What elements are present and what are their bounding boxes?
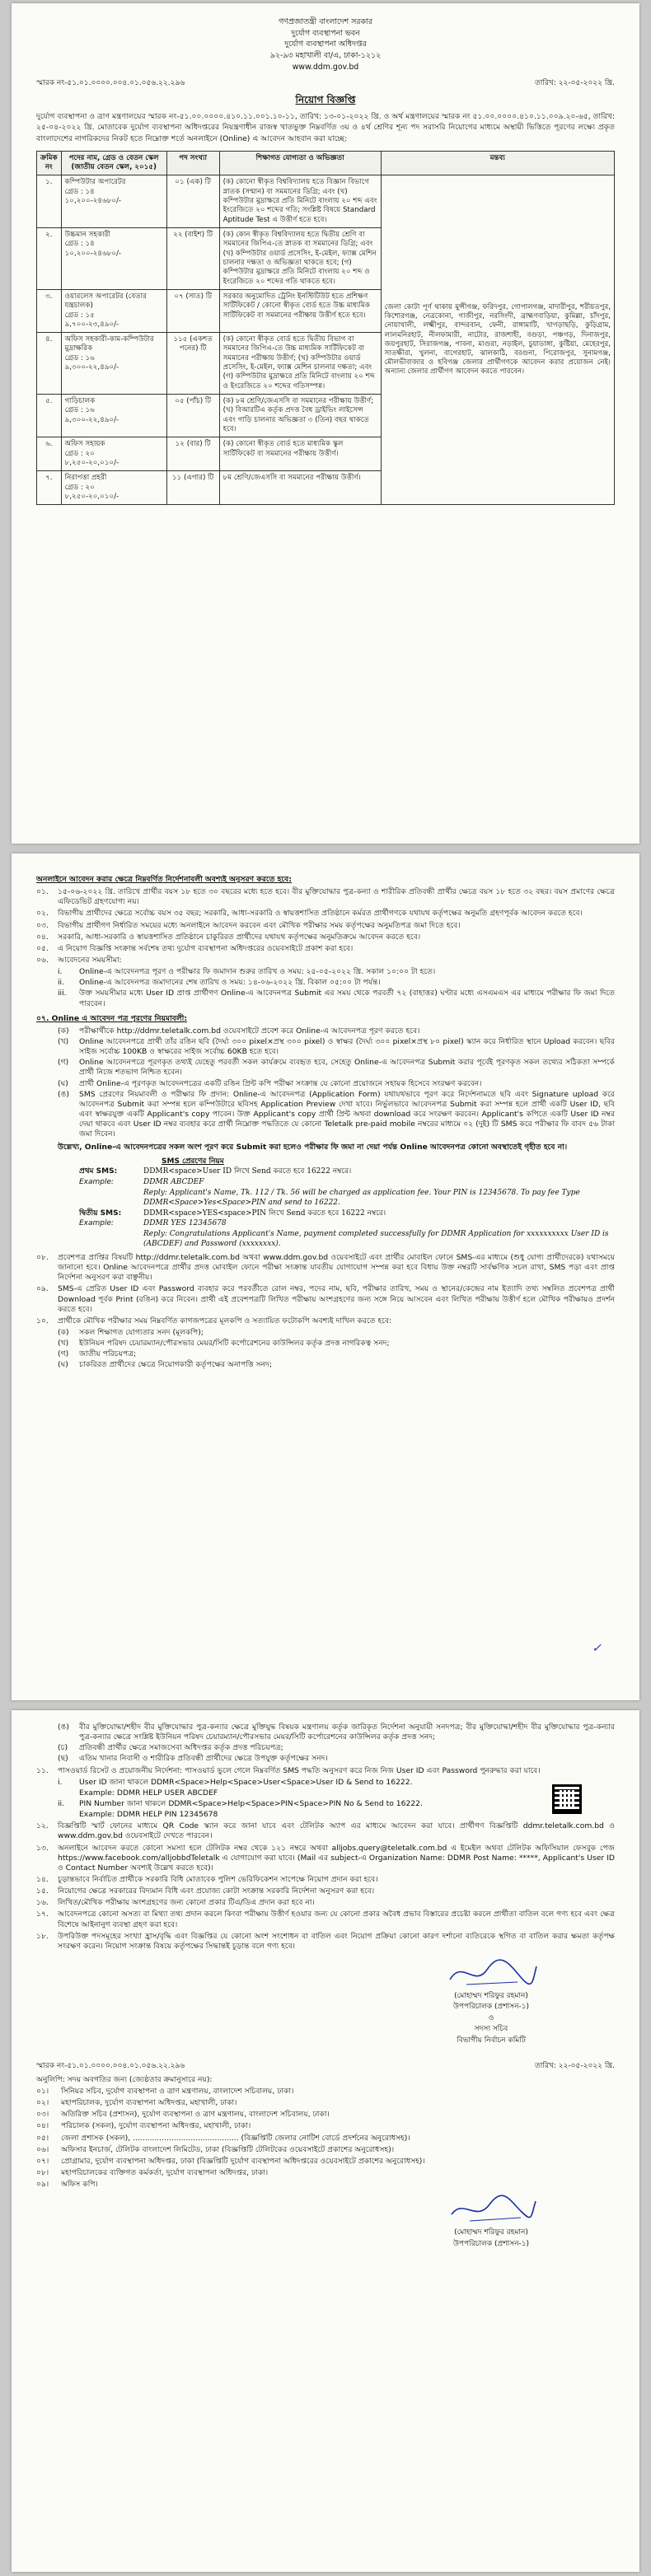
instruction-item-number: ১২. — [36, 1821, 49, 1831]
online-rule-item-number: (ঙ) — [58, 1089, 69, 1099]
post-name: ওয়ারলেস অপারেটর (বেতার যন্ত্রচালক) — [64, 292, 147, 311]
row-count: ০১ (এক) টি — [166, 175, 219, 228]
instruction-item — [36, 933, 615, 942]
sms-example-label: Example: — [79, 1177, 115, 1186]
instruction-item-text: নিয়োগের ক্ষেত্রে সরকারের বিদ্যমান বিধি এবং প্রযোজ্য কোটা সংক্রান্ত সরকারি নির্দেশনা অনুসরণ করা হবে। — [58, 1886, 375, 1896]
row-count: ০৭ (সাত) টি — [166, 289, 219, 332]
instruction-item — [36, 944, 615, 954]
document-item-text: বীর মুক্তিযোদ্ধা/শহীদ বীর মুক্তিযোদ্ধার পুত্র-কন্যার ক্ষেত্রে মুক্তিযুদ্ধ বিষয়ক মন্ত্রণালয় কর্তৃক জারিকৃত নির্দেশনা অনুযায়ী সনদপত্র; বীর মুক্তিযোদ্ধা/শহীদ বীর মুক্তিযোদ্ধার পুত্র-কন্যার পুত্র-কন্যার ক্ষেত্রে সংশ্লিষ্ট ইউনিয়ন পরিষদ চেয়ারম্যান/পৌরসভার মেয়র/সিটি কর্পোরেশনের কাউন্সিলর কর্তৃক প্রদত্ত সনদ; — [79, 1723, 615, 1742]
reset-item-number: ii. — [58, 1798, 65, 1808]
vacancy-table-header — [37, 151, 615, 175]
row-serial: ৬. — [37, 437, 62, 471]
col-qualification: শিক্ষাগত যোগ্যতা ও অভিজ্ঞতা — [219, 151, 381, 175]
instruction-item-number: ০৬. — [36, 955, 49, 965]
copy-recipient — [36, 2157, 615, 2167]
row-remark: জেলা কোটা পূর্ণ থাকায় মুন্সীগঞ্জ, ফরিদপুর, গোপালগঞ্জ, মাদারীপুর, শরীয়তপুর, কিশোরগঞ্জ, নেত্রকোনা, গাজীপুর, নরসিংদী, ব্রাহ্মণবাড়িয়া, কুমিল্লা, চাঁদপুর, নোয়াখালী, লক্ষ্মীপুর, বান্দরবান, ফেনী, রাঙ্গামাটি, খাগড়াছড়ি, কুড়িগ্রাম, লালমনিরহাট, নীলফামারী, নাটোর, রাজশাহী, বগুড়া, পঞ্চগড়, দিনাজপুর, জয়পুরহাট, সিরাজগঞ্জ, পাবনা, মাগুরা, নড়াইল, চুয়াডাঙ্গা, কুষ্টিয়া, মেহেরপুর, সাতক্ষীরা, খুলনা, বাগেরহাট, ঝালকাঠি, বরগুনা, পিরোজপুর, সুনামগঞ্জ, মৌলভীবাজার ও হবিগঞ্জ জেলার প্রার্থীগণকে আবেদন করার প্রয়োজন নেই। অন্যান্য জেলার প্রার্থীগণ আবেদন করতে পারবেন। — [381, 175, 614, 505]
post-scale: ৯,৩০০-২২,৪৯০/- — [64, 415, 119, 424]
row-post — [61, 333, 166, 395]
instruction-item-text: বিভাগীয় প্রার্থীগণ নির্ধারিত সময়ের মধ্যে অনলাইনে আবেদন করবেন এবং মৌখিক পরীক্ষার সময় কর্তৃপক্ষের অনুমতিপত্র জমা দিতে হবে। — [58, 920, 461, 930]
instruction-item-text: চূড়ান্তভাবে নির্বাচিত প্রার্থীকে সরকারি বিধি মোতাবেক পুলিশ ভেরিফিকেশন সাপেক্ষে নিয়োগ প্রদান করা হবে। — [58, 1874, 378, 1884]
row-serial: ১. — [37, 175, 62, 228]
post-scale: ৮,২৫০-২০,০১০/- — [64, 492, 119, 501]
copy-memo-number: স্মারক নং-৫১.০১.০০০০.০০৪.০১.০৫৬.২২.২৯৬ — [36, 2061, 185, 2070]
row-post — [61, 175, 166, 228]
row-post — [61, 228, 166, 290]
copy-memo-row — [36, 2062, 615, 2072]
online-rule-item-text: SMS প্রেরণের নিয়মাবলী ও পরীক্ষার ফি প্রদান: Online-এ আবেদনপত্র (Application Form) যথাযথভাবে পূরণ করে নির্দেশনামতে ছবি এবং Signature upload করে আবেদনপত্র Submit করা সম্পন্ন হলে কম্পিউটারে ছবিসহ Application Preview দেখা যাবে। নির্ভুলভাবে আবেদনপত্র Submit করা সম্পন্ন হলে প্রার্থী একটি User ID, ছবি এবং স্বাক্ষরযুক্ত একটি Applicant's copy পাবেন। উক্ত Applicant's copy প্রার্থী প্রিন্ট অথবা download করে সংরক্ষণ করবেন। Applicant's কপিতে একটি User ID নম্বর দেয়া থাকবে এবং User ID নম্বর ব্যবহার করে প্রার্থী নিম্নোক্ত পদ্ধতিতে যে কোনো Teletalk pre-paid mobile নম্বরের মাধ্যমে ০২ (দুই) টি SMS করে পরীক্ষার ফি বাবদ ৫৬ টাকা জমা দিবেন। — [79, 1089, 615, 1139]
copy-recipient-text: জেলা প্রশাসক (সকল), ............................................ (বিজ্ঞপ্তিটি জেলার নোটিশ বোর্ডে প্রদর্শনের অনুরোধসহ)। — [61, 2133, 410, 2143]
timeline-item — [58, 978, 615, 988]
document-item — [58, 1743, 615, 1753]
instruction-item-number: ০৩. — [36, 920, 49, 930]
sms-example-label: Example: — [79, 1219, 115, 1228]
document-item-number: (খ) — [58, 1339, 69, 1349]
row-serial: ৪. — [37, 333, 62, 395]
online-rule-item-text: প্রার্থী Online-এ পূরণকৃত আবেদনপত্রের একটি রঙিন প্রিন্ট কপি পরীক্ষা সংক্রান্ত যে কোনো প্রয়োজনে সহায়ক হিসেবে সংরক্ষণ করবেন। — [79, 1078, 482, 1088]
initial-mark: ✓ — [592, 1641, 602, 1655]
reset-item — [58, 1810, 615, 1820]
document-item-number: (চ) — [58, 1743, 68, 1753]
instruction-item — [36, 921, 615, 931]
reset-item-text: PIN Number জানা থাকলে DDMR<Space>Help<Space>PIN<Space>PIN No & Send to 16222. — [79, 1798, 423, 1808]
instructions-heading: অনলাইনে আবেদন করার ক্ষেত্রে নিম্নবর্ণিত নির্দেশনাবলী অবশ্যই অনুসরণ করতে হবে: — [36, 875, 292, 884]
notice-page-2 — [12, 853, 639, 1700]
row-post — [61, 289, 166, 332]
notice-title: নিয়োগ বিজ্ঞপ্তি — [295, 94, 356, 105]
signer-title: উপপরিচালক (প্রশাসন-১) — [452, 2003, 530, 2012]
instruction-item-text: লিখিত/মৌখিক পরীক্ষায় অংশগ্রহণের জন্য কোনো প্রকার টিএ/ডিএ প্রদান করা হবে না। — [58, 1898, 315, 1908]
instruction-item-text: অনলাইনে আবেদন করতে কোনো সমস্যা হলে টেলিটক নম্বর থেকে ১২১ নম্বরে অথবা alljobs.query@teletalk.com.bd এ ইমেইল অথবা টেলিটক অফিসিয়াল ফেসবুক পেজ https://www.facebook.com/alljobbdTeletalk এ যোগাযোগ করা যাবে। (Mail এর subject-এ Organization Name: DDMR Post Name: *****, Applicant's User ID ও Contact Number অবশ্যই উল্লেখ করতে হবে)। — [58, 1843, 615, 1872]
row-qualification: (ক) কোন স্বীকৃত বিশ্ববিদ্যালয় হতে দ্বিতীয় শ্রেণি বা সমমানের জিপিএ-তে স্নাতক বা সমমানের ডিগ্রি; এবং (খ) কম্পিউটার ওয়ার্ড প্রসেসিং, ই-মেইল, ফ্যাক্স মেশিন চালনার দক্ষতা ও অভিজ্ঞতা থাকতে হবে; (গ) কম্পিউটার মুদ্রাক্ষরে প্রতি মিনিটে বাংলায় ২০ শব্দ ও ইংরেজিতে ২০ শব্দের গতি থাকতে হবে। — [219, 228, 381, 290]
row-serial: ৭. — [37, 471, 62, 505]
timeline-item-number: iii. — [58, 989, 67, 998]
copy-intro: অনুলিপি: সদয় অবগতির জন্য (জ্যেষ্ঠতার ক্রমানুসারে নয়): — [36, 2074, 213, 2084]
timeline-item-number: ii. — [58, 978, 65, 988]
copy-recipient-text: মহাপরিচালকের ব্যক্তিগত কর্মকর্তা, দুর্যোগ ব্যবস্থাপনা অধিদপ্তর, ঢাকা। — [61, 2167, 269, 2177]
online-rule-item — [58, 1026, 615, 1036]
copy-recipient-text: পরিচালক (সকল), দুর্যোগ ব্যবস্থাপনা অধিদপ্তর, মহাখালী, ঢাকা। — [61, 2121, 251, 2131]
instruction-item-number: ১৪. — [36, 1874, 49, 1884]
instruction-item-text: এ নিয়োগ বিজ্ঞপ্তি সংক্রান্ত সর্বশেষ তথ্য দুর্যোগ ব্যবস্থাপনা অধিদপ্তরের ওয়েবসাইটে প্রকাশ করা হবে। — [58, 943, 354, 953]
row-count: ০৫ (পাঁচ) টি — [166, 395, 219, 437]
document-item — [58, 1339, 615, 1349]
row-post — [61, 437, 166, 471]
col-serial: ক্রমিক নং — [37, 151, 62, 175]
instruction-item-number: ১৫. — [36, 1886, 49, 1896]
document-item-text: প্রতিবন্ধী প্রার্থীর ক্ষেত্রে সমাজসেবা অধিদপ্তর কর্তৃক প্রদত্ত পরিচয়পত্র; — [79, 1743, 283, 1753]
sms-first-text: DDMR<space>User ID লিখে Send করতে হবে 16222 নম্বরে। — [143, 1167, 352, 1176]
copy-recipient-text: সিনিয়র সচিব, দুর্যোগ ব্যবস্থাপনা ও ত্রাণ মন্ত্রণালয়, বাংলাদেশ সচিবালয়, ঢাকা। — [61, 2086, 294, 2096]
sms-example-1: DDMR ABCDEF — [143, 1177, 204, 1186]
instruction-item — [36, 1284, 615, 1314]
online-rule-item — [58, 1090, 615, 1140]
document-item-text: সকল শিক্ষাগত যোগ্যতার সনদ (মূলকপি); — [79, 1328, 204, 1338]
instruction-item — [36, 1821, 615, 1841]
post-scale: ৮,২৫০-২০,০১০/- — [64, 458, 119, 467]
instruction-item-number: ০২. — [36, 909, 49, 919]
row-qualification: সরকার অনুমোদিত ট্রেনিং ইনস্টিটিউট হতে প্রশিক্ষণ সার্টিফিকেট / কোনো স্বীকৃত বোর্ড হতে উচ্চ মাধ্যমিক সার্টিফিকেট বা সমমানের পরীক্ষায় উত্তীর্ণ হতে হবে। — [219, 289, 381, 332]
copy-recipient — [36, 2168, 615, 2178]
reset-item — [58, 1788, 615, 1798]
col-post: পদের নাম, গ্রেড ও বেতন স্কেল (জাতীয় বেতন স্কেল, ২০১৫) — [61, 151, 166, 175]
row-serial: ২. — [37, 228, 62, 290]
document-item-text: জাতীয় পরিচয়পত্র; — [79, 1349, 137, 1359]
sms-heading: SMS প্রেরণের নিয়ম — [162, 1157, 224, 1166]
online-rule-item-text: Online আবেদনপত্রে পূরণকৃত তথ্যই যেহেতু পরবর্তী সকল কার্যক্রমে ব্যবহৃত হবে, সেহেতু Online-এ আবেদনপত্র Submit করার পূর্বেই পূরণকৃত সকল তথ্যের সঠিকতা সম্পর্কে প্রার্থী নিজে শতভাগ নিশ্চিত হবেন। — [79, 1058, 615, 1078]
post-grade: গ্রেড : ১৬ — [64, 353, 95, 362]
instruction-item-text: প্রার্থীকে মৌখিক পরীক্ষার সময় নিম্নবর্ণিত কাগজপত্রের মূলকপি ও সত্যায়িত ফটোকপি অবশ্যই দাখিল করতে হবে: — [58, 1316, 392, 1325]
instruction-item — [36, 909, 615, 919]
post-grade: গ্রেড : ১৫ — [64, 311, 95, 320]
copy-recipient — [36, 2134, 615, 2144]
instruction-item-text: ১৫-০৬-২০২২ খ্রি. তারিখে প্রার্থীর বয়স ১৮ হতে ৩০ বছরের মধ্যে হতে হবে। বীর মুক্তিযোদ্ধার পুত্র-কন্যা ও শারীরিক প্রতিবন্ধী প্রার্থীর ক্ষেত্রে বয়স ১৮ হতে ৩২ বছর। বয়স প্রমাণের ক্ষেত্রে এফিডেভিট গ্রহণযোগ্য নয়। — [58, 887, 615, 907]
signature-block-1 — [36, 1953, 615, 2050]
instruction-item — [36, 1253, 615, 1283]
reset-item-text: User ID জানা থাকলে DDMR<Space>Help<Space>User<Space>User ID & Send to 16222. — [79, 1777, 413, 1787]
vacancy-table — [36, 151, 615, 505]
copy-recipient — [36, 2098, 615, 2108]
header-line: দুর্যোগ ব্যবস্থাপনা অধিদপ্তর — [284, 40, 367, 49]
online-rules-heading: ০৭. Online এ আবেদন পত্র পূরণের নিয়মাবলী: — [36, 1013, 188, 1023]
col-remark: মন্তব্য — [381, 151, 614, 175]
instruction-item-number: ১৭. — [36, 1910, 49, 1919]
copy-memo-date: তারিখ: ২২-০৫-২০২২ খ্রি. — [535, 2061, 615, 2070]
instruction-item-text: SMS-এ প্রেরিত User ID এবং Password ব্যবহার করে পরবর্তীতে রোল নম্বর, পদের নাম, ছবি, পরীক্ষার তারিখ, সময় ও স্থানের/কেন্দ্রের নাম ইত্যাদি তথ্য সম্বলিত প্রবেশপত্র প্রার্থী Download পূর্বক Print (রঙিন) করে নিবেন। প্রার্থী এই প্রবেশপত্রটি লিখিত পরীক্ষায় অংশগ্রহণের জন্য সঙ্গে নিয়ে আসবেন এবং লিখিত পরীক্ষায় উত্তীর্ণ হলে মৌখিক পরীক্ষায়ও প্রদর্শন করতে হবে। — [58, 1284, 615, 1314]
memo-date: তারিখ: ২২-০৫-২০২২ খ্রি. — [535, 79, 615, 88]
copy-recipient-number: ০৫। — [36, 2133, 49, 2143]
instruction-item — [36, 1316, 615, 1326]
online-rule-item-text: Online আবেদনপত্রে প্রার্থী তাঁর রঙিন ছবি (দৈর্ঘ্য ৩০০ pixel×প্রস্থ ৩০০ pixel) ও স্বাক্ষর (দৈর্ঘ্য ৩০০ pixel×প্রস্থ ৮০ pixel) স্ক্যান করে নির্ধারিত স্থানে Upload করবেন। ছবির সাইজ সর্বোচ্চ 100KB ও স্বাক্ষরের সাইজ সর্বোচ্চ 60KB হতে হবে। — [79, 1036, 615, 1057]
document-item-number: (গ) — [58, 1349, 69, 1359]
sms-second-label: দ্বিতীয় SMS: — [79, 1209, 122, 1218]
sms-example-2: DDMR YES 12345678 — [143, 1219, 227, 1228]
post-scale: ৯,৩০০-২২,৪৯০/- — [64, 363, 119, 372]
signer-name: (মোহাম্মদ শরিফুর রহমান) — [454, 2228, 528, 2237]
instruction-item-number: ১৩. — [36, 1843, 49, 1853]
instruction-item-text: প্রবেশপত্র প্রাপ্তির বিষয়টি http://ddmr.teletalk.com.bd অথবা www.ddm.gov.bd ওয়েবসাইটে এবং প্রার্থীর মোবাইল ফোনে SMS-এর মাধ্যমে (শুধু যোগ্য প্রার্থীদেরকে) যথাসময়ে জানানো হবে। Online আবেদনপত্রে প্রার্থীর প্রদত্ত মোবাইল ফোনে পরীক্ষা সংক্রান্ত যাবতীয় যোগাযোগ সম্পন্ন করা হবে বিধায় উক্ত নম্বরটি সার্বক্ষণিক সচল রাখা, SMS পড়া এবং প্রাপ্ত নির্দেশনা অনুসরণ করা বাঞ্ছনীয়। — [58, 1253, 615, 1283]
sms-second-text: DDMR<space>YES<space>PIN লিখে Send করতে হবে 16222 নম্বরে। — [143, 1209, 386, 1218]
document-item-text: ইউনিয়ন পরিষদ চেয়ারম্যান/পৌরসভার মেয়র/সিটি কর্পোরেশনের কাউন্সিলর কর্তৃক প্রদত্ত নাগরিকত্ব সনদ; — [79, 1339, 390, 1349]
reset-item-number — [58, 1788, 79, 1798]
post-grade: গ্রেড : ২০ — [64, 483, 95, 492]
header-line: দুর্যোগ ব্যবস্থাপনা ভবন — [291, 28, 360, 38]
notice-page-1 — [12, 3, 639, 844]
online-rule-item-number: (ঘ) — [58, 1078, 68, 1088]
row-qualification: (ক) ৮ম শ্রেণি/জেএসসি বা সমমানের পরীক্ষায় উত্তীর্ণ; (খ) বিআরটিএ কর্তৃক প্রদত্ত বৈধ ড্রাইভিং লাইসেন্স এবং গাড়ি চালনার অভিজ্ঞতা ৩ (তিন) বছর থাকতে হবে। — [219, 395, 381, 437]
row-post — [61, 395, 166, 437]
signature-image — [400, 1955, 582, 1991]
post-name: গাড়িচালক — [64, 397, 96, 406]
copy-recipient-number: ০১। — [36, 2086, 49, 2096]
instruction-item-text: আবেদনপত্রে কোনো অসত্য বা মিথ্যা তথ্য প্রদান করলে কিংবা পরীক্ষায় উত্তীর্ণ হওয়ার জন্য যে কোনো প্রকার অবৈধ প্রভাব বিস্তারের প্রচেষ্টা করলে প্রার্থীতা বাতিল বলে গণ্য হবে এবং ক্ষেত্র বিশেষে আইনানুগ ব্যবস্থা গ্রহণ করা হবে। — [58, 1910, 615, 1929]
post-name: নিরাপত্তা প্রহরী — [64, 474, 107, 483]
instruction-item-number: ০৯. — [36, 1284, 49, 1294]
document-item-number: (ছ) — [58, 1754, 68, 1764]
row-count: ২২ (বাইশ) টি — [166, 228, 219, 290]
instruction-item-text: বিভাগীয় প্রার্থীদের ক্ষেত্রে সর্বোচ্চ বয়স ৩৫ বছর; সরকারি, আধা-সরকারি ও স্বায়ত্তশাসিত প্রতিষ্ঠানে কর্মরত প্রার্থীগণকে যথাযথ কর্তৃপক্ষের অনুমতি গ্রহণপূর্বক আবেদন করতে হবে। — [58, 909, 583, 919]
document-item-number: (ঙ) — [58, 1723, 69, 1732]
reset-item-text: Example: DDMR HELP PIN 12345678 — [79, 1810, 218, 1820]
instruction-item — [36, 887, 615, 907]
document-item — [58, 1723, 615, 1742]
instruction-item-number: ০১. — [36, 887, 49, 897]
post-name: উচ্চমান সহকারী — [64, 231, 110, 240]
post-grade: গ্রেড : ১৪ — [64, 240, 95, 249]
header-website: www.ddm.gov.bd — [292, 62, 359, 72]
copy-recipient-text: প্রোগ্রামার, দুর্যোগ ব্যবস্থাপনা অধিদপ্তর, ঢাকা (বিজ্ঞপ্তিটি দুর্যোগ ব্যবস্থাপনা অধিদপ্তরের ওয়েবসাইটে প্রকাশের অনুরোধসহ)। — [61, 2156, 425, 2166]
instruction-item-text: আবেদনের সময়সীমা: — [58, 955, 122, 965]
post-scale: ১০,২০০-২৪৬৮০/- — [64, 249, 122, 258]
post-grade: গ্রেড : ২০ — [64, 449, 95, 458]
copy-recipient-number: ০৩। — [36, 2110, 49, 2120]
reset-item — [58, 1799, 615, 1809]
row-qualification: ৮ম শ্রেণি/জেএসসি বা সমমানের পরীক্ষায় উত্তীর্ণ। — [219, 471, 381, 505]
col-count: পদ সংখ্যা — [166, 151, 219, 175]
post-grade: গ্রেড : ১৪ — [64, 187, 95, 196]
memo-number: স্মারক নং-৫১.০১.০০০০.০০৪.০১.০৫৬.২২.২৯৬ — [36, 79, 185, 88]
timeline-item-text: Online-এ আবেদনপত্র জমাদানের শেষ তারিখ ও সময়: ১৪-০৬-২০২২ খ্রি. বিকাল ০৫:০০ টা পর্যন্ত। — [79, 978, 381, 988]
online-rule-item-number: (ক) — [58, 1026, 69, 1036]
online-rule-item — [58, 1058, 615, 1078]
row-count: ১২ (বার) টি — [166, 437, 219, 471]
document-item-number: (ক) — [58, 1328, 69, 1338]
post-name: কম্পিউটার অপারেটর — [64, 178, 126, 187]
qr-code-icon[interactable] — [552, 1784, 582, 1814]
document-item — [58, 1754, 615, 1764]
copy-recipient — [36, 2180, 615, 2190]
signer-conj: ও — [488, 2013, 494, 2022]
signer-committee: বিভাগীয় নির্বাচন কমিটি — [457, 2036, 526, 2045]
online-rule-item-number: (খ) — [58, 1036, 69, 1046]
document-item-text: এতিম খানার নিবাসী ও শারীরিক প্রতিবন্ধী প্রার্থীদের ক্ষেত্রে উপযুক্ত কর্তৃপক্ষের সনদ। — [79, 1754, 328, 1764]
row-serial: ৩. — [37, 289, 62, 332]
copy-recipient-text: অফিসার ইনচার্জ, টেলিটক বাংলাদেশ লিমিটেড, ঢাকা (বিজ্ঞপ্তিটি টেলিটকের ওয়েবসাইটে প্রকাশের অনুরোধসহ)। — [61, 2144, 395, 2154]
timeline-item — [58, 967, 615, 977]
vacancy-row — [37, 175, 615, 228]
copy-recipient-number: ০৮। — [36, 2167, 49, 2177]
document-item — [58, 1360, 615, 1370]
timeline-item-text: উক্ত সময়সীমার মধ্যে User ID প্রাপ্ত প্রার্থীগণ Online-এ আবেদনপত্র Submit এর সময় থেকে পরবর্তী ৭২ (বাহাত্তর) ঘণ্টার মধ্যে এসএমএস এর মাধ্যমে পরীক্ষার ফি জমা দিতে পারবেন। — [79, 989, 615, 1008]
office-header — [36, 16, 615, 72]
copy-recipient — [36, 2110, 615, 2120]
sms-first-label: প্রথম SMS: — [79, 1167, 118, 1176]
copy-recipient — [36, 2145, 615, 2155]
reset-item-number: i. — [58, 1777, 63, 1787]
timeline-item-number: i. — [58, 967, 63, 977]
online-rule-item — [58, 1037, 615, 1057]
sms-reply-2: Reply: Congratulations Applicant's Name, payment completed successfully for DDMR Application for xxxxxxxxxx User ID is (ABCDEF) and Password (xxxxxxxx). — [143, 1229, 609, 1249]
signature-block-2 — [36, 2191, 615, 2282]
timeline-item-text: Online-এ আবেদনপত্র পূরণ ও পরীক্ষার ফি জমাদান শুরুর তারিখ ও সময়: ২৫-০৫-২০২২ খ্রি. সকাল ১০:০০ টা হতে। — [79, 967, 436, 977]
instruction-item-number: ১৮. — [36, 1931, 49, 1941]
notice-page-3 — [12, 1710, 639, 2572]
instruction-item — [36, 1898, 615, 1908]
fee-warning: উল্লেখ্য, Online-এ আবেদনপত্রের সকল অংশ পূরণ করে Submit করা হলেও পরীক্ষার ফি জমা না দেয়া পর্যন্ত Online আবেদনপত্র কোনো অবস্থাতেই গৃহীত হবে না। — [58, 1143, 568, 1152]
document-item — [58, 1328, 615, 1338]
instruction-item-number: ১১. — [36, 1765, 49, 1775]
copy-recipient — [36, 2121, 615, 2131]
instruction-item — [36, 1844, 615, 1873]
document-item — [58, 1349, 615, 1359]
copy-recipient-number: ০৯। — [36, 2180, 49, 2190]
row-count: ১১৫ (একশত পনের) টি — [166, 333, 219, 395]
online-rule-item-text: পরীক্ষার্থীকে http://ddmr.teletalk.com.bd ওয়েবসাইটে প্রবেশ করে Online-এ আবেদনপত্র পূরণ করতে হবে। — [79, 1026, 420, 1036]
row-serial: ৫. — [37, 395, 62, 437]
memo-row — [36, 79, 615, 89]
signer-role: সদস্য সচিব — [474, 2025, 508, 2034]
header-line: গণপ্রজাতন্ত্রী বাংলাদেশ সরকার — [279, 17, 372, 26]
instruction-item — [36, 1932, 615, 1952]
copy-recipient-number: ০৭। — [36, 2156, 49, 2166]
row-qualification: (ক) কোনো স্বীকৃত বোর্ড হতে দ্বিতীয় বিভাগ বা সমমানের জিপিএ-তে উচ্চ মাধ্যমিক সার্টিফিকেট বা সমমানের পরীক্ষায় উত্তীর্ণ; (খ) কম্পিউটার ওয়ার্ড প্রসেসিং, ই-মেইল, ফ্যাক্স মেশিন চালনার দক্ষতা; এবং (গ) কম্পিউটার মুদ্রাক্ষরে প্রতি মিনিটে বাংলায় ২০ শব্দ ও ইংরেজিতে ২০ শব্দের গতিসম্পন্ন। — [219, 333, 381, 395]
instruction-item-number: ০৮. — [36, 1253, 49, 1263]
notice-intro: দুর্যোগ ব্যবস্থাপনা ও ত্রাণ মন্ত্রণালয়ের স্মারক নং-৫১.০০.০০০০.৪১০.১১.০০১.১০-১১, তারিখ: ১৩-০১-২০২২ খ্রি. ও অর্থ মন্ত্রণালয়ের স্মারক নং ৫১.০০.০০০০.৪১০.১১.০০৯.২০-৬৫, তারিখ: ২৫-০৪-২০২২ খ্রি. মোতাবেক দুর্যোগ ব্যবস্থাপনা অধিদপ্তরের নিয়ন্ত্রণাধীন রাজস্ব খাতভুক্ত নিম্নবর্ণিত ৩য় ও ৪র্থ শ্রেণির শূন্য পদ সরাসরি নিয়োগের মাধ্যমে অস্থায়ী ভিত্তিতে পূরণের লক্ষ্যে প্রকৃত বাংলাদেশের নাগরিকদের নিকট হতে নিম্নোক্ত শর্তে অনলাইনে (Online) এ আবেদন আহবান করা যাচ্ছে: — [36, 111, 615, 143]
instruction-item-text: পাসওয়ার্ড রিসেট ও প্রয়োজনীয় নির্দেশনা: পাসওয়ার্ড ভুলে গেলে নিম্নবর্ণিত SMS পদ্ধতি অনুসরণ করে নিজ নিজ User ID এবং Password পুনরুদ্ধার করা যাবে। — [58, 1765, 541, 1775]
copy-recipient — [36, 2087, 615, 2097]
instruction-item — [36, 956, 615, 965]
instruction-item-text: সরকারি, আধা-সরকারি ও স্বায়ত্তশাসিত প্রতিষ্ঠানে চাকুরিরত প্রার্থীদের যথাযথ কর্তৃপক্ষের অনুমতিক্রমে আবেদন করতে হবে। — [58, 932, 421, 942]
signer-title: উপপরিচালক (প্রশাসন-১) — [452, 2239, 530, 2248]
sms-instructions — [79, 1157, 615, 1250]
online-rule-item — [58, 1079, 615, 1089]
post-scale: ৯,৭০০-২৩,৪৯০/- — [64, 320, 119, 329]
copy-recipient-number: ০৬। — [36, 2144, 49, 2154]
online-rule-item-number: (গ) — [58, 1058, 69, 1068]
instruction-item — [36, 1875, 615, 1885]
post-name: অফিস সহায়ক — [64, 440, 105, 449]
header-line: ৯২-৯৩ মহাখালী বা/এ, ঢাকা-১২১২ — [269, 50, 382, 60]
instruction-item — [36, 1886, 615, 1896]
document-item-text: চাকরিরত প্রার্থীদের ক্ষেত্রে নিয়োগকারী কর্তৃপক্ষের অনাপত্তি সনদ; — [79, 1360, 272, 1370]
copy-recipient-number: ০৪। — [36, 2121, 49, 2131]
document-item-number: (ঘ) — [58, 1360, 68, 1370]
instruction-item — [36, 1910, 615, 1929]
instruction-item-number: ১০. — [36, 1316, 49, 1325]
signature-image — [400, 2191, 582, 2228]
copy-recipient-text: মহাপরিচালক, দুর্যোগ ব্যবস্থাপনা অধিদপ্তর, মহাখালী, ঢাকা। — [61, 2098, 237, 2108]
copy-recipient-text: অতিরিক্ত সচিব (প্রশাসন), দুর্যোগ ব্যবস্থাপনা ও ত্রাণ মন্ত্রণালয়, বাংলাদেশ সচিবালয়, ঢাকা। — [61, 2110, 330, 2120]
instruction-item-text: বিজ্ঞপ্তিটি স্মার্ট ফোনের মাধ্যমে QR Code স্ক্যান করে জানা যাবে এবং টেলিটক অ্যাপ এর মাধ্যমে আবেদন করা যাবে। প্রার্থীগণ বিজ্ঞপ্তিটি ddmr.teletalk.com.bd ও www.ddm.gov.bd ওয়েবসাইটে দেখতে পারবেন। — [58, 1821, 615, 1841]
row-post — [61, 471, 166, 505]
signer-name: (মোহাম্মদ শরিফুর রহমান) — [454, 1991, 528, 2000]
post-name: অফিস সহকারী-কাম-কম্পিউটার মুদ্রাক্ষরিক — [64, 335, 154, 353]
timeline-item — [58, 989, 615, 1008]
reset-item-text: Example: DDMR HELP USER ABCDEF — [79, 1788, 218, 1798]
copy-recipient-number: ০২। — [36, 2098, 49, 2108]
instruction-item-text: উপরিউক্ত পদসমূহের সংখ্যা হ্রাস/বৃদ্ধি এবং বিজ্ঞপ্তির যে কোনো অংশ সংশোধন বা বাতিল এবং নিয়োগ প্রক্রিয়া কোনো কারণ দর্শানো ব্যতিরেকে স্থগিত বা বাতিল করার ক্ষমতা কর্তৃপক্ষ সংরক্ষণ করেন। নিয়োগ সংক্রান্ত বিষয়ে কর্তৃপক্ষের সিদ্ধান্তই চূড়ান্ত বলে গণ্য হবে। — [58, 1931, 615, 1951]
row-qualification: (ক) কোনো স্বীকৃত বিশ্ববিদ্যালয় হতে বিজ্ঞান বিভাগে স্নাতক (সম্মান) বা সমমানের ডিগ্রি; এবং (খ) কম্পিউটার মুদ্রাক্ষরে প্রতি মিনিটে বাংলায় ২০ শব্দ এবং ইংরেজিতে ২০ শব্দের গতি; সংশ্লিষ্ট বিষয়ে Standard Aptitude Test এ উত্তীর্ণ হতে হবে। — [219, 175, 381, 228]
row-qualification: (ক) কোনো স্বীকৃত বোর্ড হতে মাধ্যমিক স্কুল সার্টিফিকেট বা সমমানের পরীক্ষায় উত্তীর্ণ। — [219, 437, 381, 471]
row-count: ১১ (এগার) টি — [166, 471, 219, 505]
reset-item — [58, 1778, 615, 1788]
instruction-item-number: ০৪. — [36, 932, 49, 942]
reset-item-number — [58, 1810, 79, 1820]
instruction-item-number: ১৬. — [36, 1898, 49, 1908]
sms-reply-1: Reply: Applicant's Name, Tk. 112 / Tk. 56 will be charged as application fee. Your PIN is 12345678. To pay fee Type DDMR<Space>Yes<Space>PIN and send to 16222. — [143, 1188, 580, 1208]
copy-recipient-text: অফিস কপি। — [61, 2180, 98, 2190]
post-grade: গ্রেড : ১৬ — [64, 406, 95, 415]
post-scale: ১০,২০০-২৪৬৮০/- — [64, 197, 122, 206]
instruction-item-number: ০৫. — [36, 943, 49, 953]
instruction-item — [36, 1766, 615, 1776]
